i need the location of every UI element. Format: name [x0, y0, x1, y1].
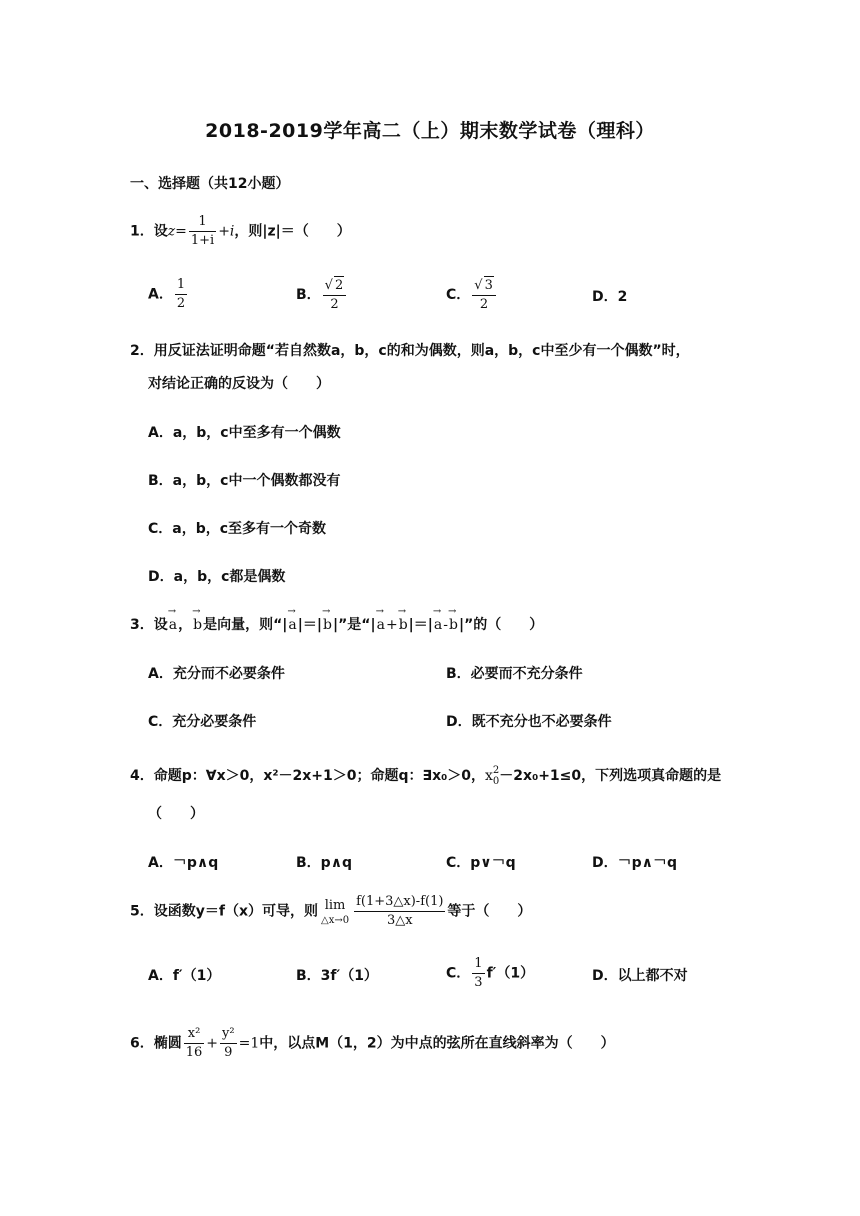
sqrt-radicand: 3 [484, 278, 493, 293]
frac-num: √ 3 [472, 276, 496, 296]
q3-c4: |”的（ ） [458, 617, 544, 633]
option-label: B． [296, 287, 321, 303]
q3-minus: - [443, 617, 448, 633]
question-1 [130, 213, 351, 250]
q3-option-d[interactable]: D．既不充分也不必要条件 [446, 714, 612, 730]
q1-frac-den: 1+i [190, 233, 215, 248]
q5-option-d[interactable]: D．以上都不对 [592, 968, 688, 984]
q3-c1: |＝| [297, 617, 322, 633]
frac-den: 3△x [386, 913, 413, 928]
question-4-line-1 [130, 765, 721, 787]
vector-a: → a [287, 617, 297, 633]
q4-part2: －2x₀+1≤0，下列选项真命题的是 [499, 768, 722, 784]
q2-option-c[interactable]: C．a，b，c至多有一个奇数 [148, 521, 327, 537]
q1-b-fraction [323, 276, 347, 314]
frac-den: 2 [176, 296, 186, 311]
q1-fraction [189, 213, 216, 250]
q1-option-c[interactable] [446, 276, 498, 314]
frac-num: f(1+3△x)-f(1) [354, 893, 445, 912]
page-title: 2018-2019学年高二（上）期末数学试卷（理科） [205, 120, 655, 142]
vector-a: → a [433, 617, 443, 633]
vector-b: → b [322, 617, 333, 633]
q2-option-a[interactable]: A．a，b，c中至多有一个偶数 [148, 425, 341, 441]
q5-option-b[interactable]: B．3f′（1） [296, 968, 378, 984]
option-label: A． [148, 286, 173, 303]
q4-sub: 0 [492, 776, 500, 787]
q5-c-tail: f′（1） [486, 965, 535, 982]
frac-num: 1 [472, 955, 484, 974]
q6-plus: + [206, 1035, 219, 1052]
q4-sup: 2 [492, 765, 500, 776]
q3-sep: ， [178, 617, 193, 633]
q4-x0: x [485, 768, 493, 784]
q5-fraction [354, 893, 445, 930]
q4-part1: 4．命题p：∀x＞0，x²－2x+1＞0；命题q：∃x₀＞0， [130, 768, 486, 784]
q1-c-fraction [472, 276, 496, 314]
q4-option-b[interactable]: B．p∧q [296, 855, 353, 871]
question-2-line-1: 2．用反证法证明命题“若自然数a，b，c的和为偶数，则a，b，c中至少有一个偶数”时， [130, 343, 690, 359]
q6-part2: 中，以点M（1，2）为中点的弦所在直线斜率为（ ） [259, 1035, 615, 1052]
frac-den: 2 [479, 297, 489, 312]
question-3 [130, 614, 543, 634]
q6-part1: 6．椭圆 [130, 1035, 182, 1052]
q1-frac-num: 1 [189, 213, 216, 232]
q3-c2: |”是“| [332, 617, 376, 633]
sqrt-radicand: 2 [334, 278, 344, 293]
q3-c3: |＝| [408, 617, 433, 633]
q1-number: 1．设 [130, 223, 168, 240]
q5-c-fraction [472, 955, 484, 992]
q3-option-b[interactable]: B．必要而不充分条件 [446, 666, 583, 682]
q3-number: 3．设 [130, 617, 168, 633]
q1-z: z [167, 223, 176, 240]
q1-option-a[interactable] [148, 276, 189, 313]
q4-option-d[interactable]: D．￢p∧￢q [592, 855, 678, 871]
vector-b: → b [192, 617, 203, 633]
q6-fraction-y [220, 1025, 237, 1062]
q5-limit [321, 897, 349, 927]
q4-option-c[interactable]: C．p∨￢q [446, 855, 516, 871]
q5-option-a[interactable]: A．f′（1） [148, 968, 221, 984]
lim-word: lim [324, 897, 346, 913]
q5-part2: 等于（ ） [447, 903, 532, 920]
q1-a-fraction [175, 276, 187, 313]
q5-part1: 5．设函数y＝f（x）可导，则 [130, 903, 318, 920]
frac-den: 2 [330, 297, 339, 312]
q5-option-c[interactable] [446, 955, 534, 992]
frac-den: 9 [224, 1045, 233, 1060]
vector-b: → b [398, 617, 409, 633]
option-label: C． [446, 287, 471, 303]
q1-eq: = [175, 223, 187, 240]
q1-tail: ，则|z|＝（ ） [234, 223, 351, 240]
lim-subscript: △x→0 [321, 914, 350, 926]
frac-den: 16 [185, 1045, 203, 1060]
option-label: C． [446, 965, 471, 982]
frac-den: 3 [474, 975, 483, 990]
q6-fraction-x [184, 1025, 205, 1062]
q3-plus: + [385, 617, 398, 633]
vector-b: → b [448, 617, 459, 633]
q2-option-d[interactable]: D．a，b，c都是偶数 [148, 569, 286, 585]
question-2-line-2: 对结论正确的反设为（ ） [148, 376, 330, 392]
q1-plus-i: +i [218, 223, 235, 240]
q1-option-d[interactable]: D．2 [592, 289, 628, 305]
question-5 [130, 893, 531, 930]
vector-a: → a [376, 617, 386, 633]
section-heading: 一、选择题（共12小题） [130, 176, 290, 192]
q4-option-a[interactable]: A．￢p∧q [148, 855, 219, 871]
q3-option-c[interactable]: C．充分必要条件 [148, 714, 257, 730]
vector-a: → a [168, 617, 178, 633]
frac-num: y² [220, 1025, 237, 1044]
frac-num: x² [184, 1025, 205, 1044]
q3-mid: 是向量，则“| [203, 617, 288, 633]
question-6 [130, 1025, 615, 1062]
q3-option-a[interactable]: A．充分而不必要条件 [148, 666, 285, 682]
frac-num: 1 [175, 276, 187, 295]
frac-num: √ 2 [323, 276, 347, 296]
q2-option-b[interactable]: B．a，b，c中一个偶数都没有 [148, 473, 341, 489]
q6-eq1: =1 [238, 1035, 260, 1052]
q1-option-b[interactable] [296, 276, 348, 314]
question-4-line-2: （ ） [148, 806, 204, 822]
